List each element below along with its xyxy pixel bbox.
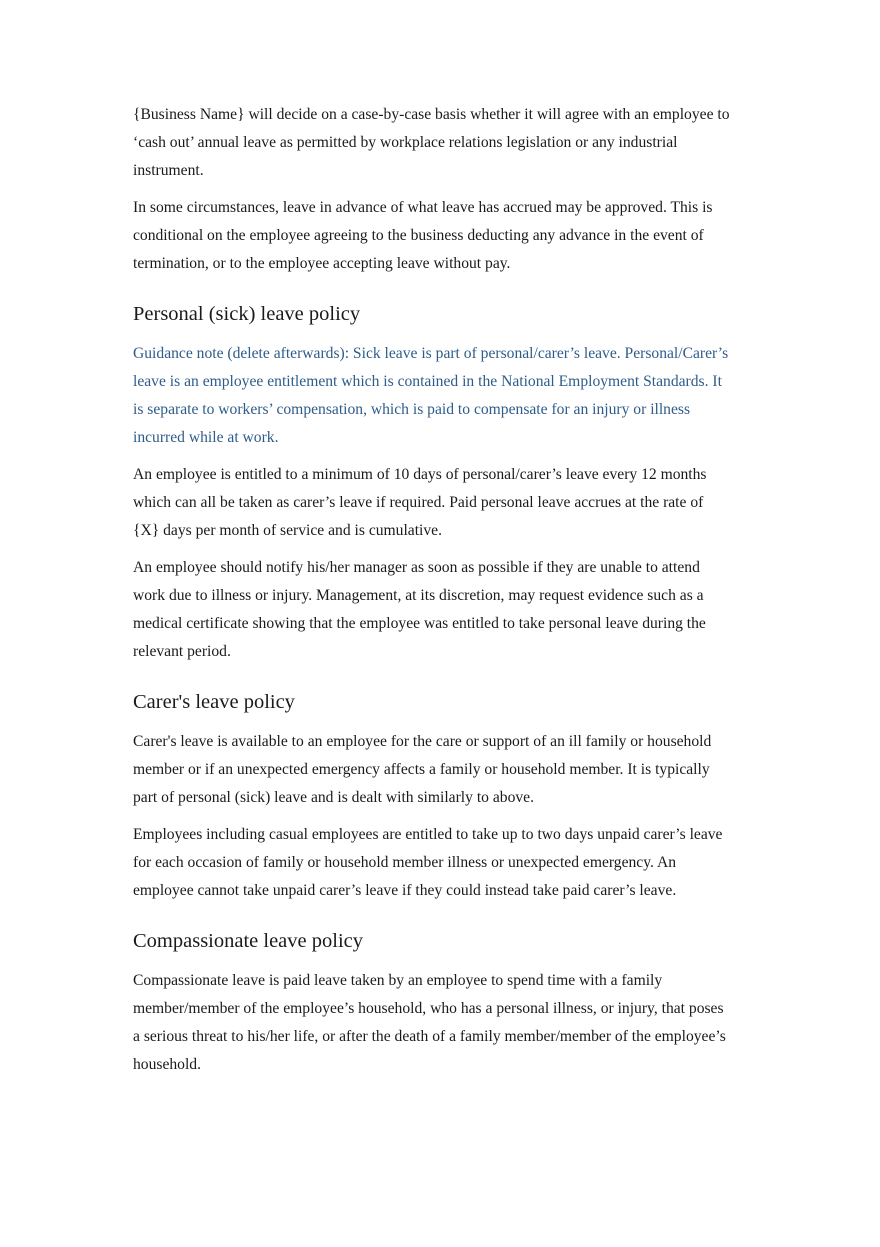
intro-paragraph-cash-out: {Business Name} will decide on a case-by-case basis whether it will agree with an employee to ‘cash out’ annual leave as permitted by workplace relations legislation or any industrial instrument. — [133, 106, 730, 179]
intro-paragraph-leave-in-advance: In some circumstances, leave in advance of what leave has accrued may be approved. This is conditional on the employee agreeing to the business deducting any advance in the event of termination, or to the employee accepting leave without pay. — [133, 199, 713, 272]
carers-leave-availability-paragraph: Carer's leave is available to an employee for the care or support of an ill family or household member or if an unexpected emergency affects a family or household member. It is typically part of personal (sick) leave and is dealt with similarly to above. — [133, 733, 712, 806]
heading-compassionate-leave: Compassionate leave policy — [133, 930, 363, 952]
personal-leave-entitlement-paragraph: An employee is entitled to a minimum of 10 days of personal/carer’s leave every 12 months which can all be taken as carer’s leave if required. Paid personal leave accrues at the rate of {X} days per month of service and is cumulative. — [133, 466, 707, 539]
guidance-note: Guidance note (delete afterwards): Sick leave is part of personal/carer’s leave. Personal/Carer’s leave is an employee entitlement which is contained in the National Employment Standards. It is separate to workers’ compensation, which is paid to compensate for an injury or illness incurred while at work. — [133, 345, 729, 446]
heading-carers-leave: Carer's leave policy — [133, 691, 295, 713]
document-body — [133, 101, 733, 1088]
carers-leave-unpaid-paragraph: Employees including casual employees are entitled to take up to two days unpaid carer’s leave for each occasion of family or household member illness or unexpected emergency. An employee cannot take unpaid carer’s leave if they could instead take paid carer’s leave. — [133, 826, 723, 899]
compassionate-leave-paragraph: Compassionate leave is paid leave taken by an employee to spend time with a family member/member of the employee’s household, who has a personal illness, or injury, that poses a serious threat to his/her life, or after the death of a family member/member of the employee’s household. — [133, 972, 726, 1073]
heading-personal-sick-leave: Personal (sick) leave policy — [133, 303, 361, 325]
personal-leave-notification-paragraph: An employee should notify his/her manager as soon as possible if they are unable to attend work due to illness or injury. Management, at its discretion, may request evidence such as a medical certificate showing that the employee was entitled to take personal leave during the relevant period. — [133, 559, 706, 660]
